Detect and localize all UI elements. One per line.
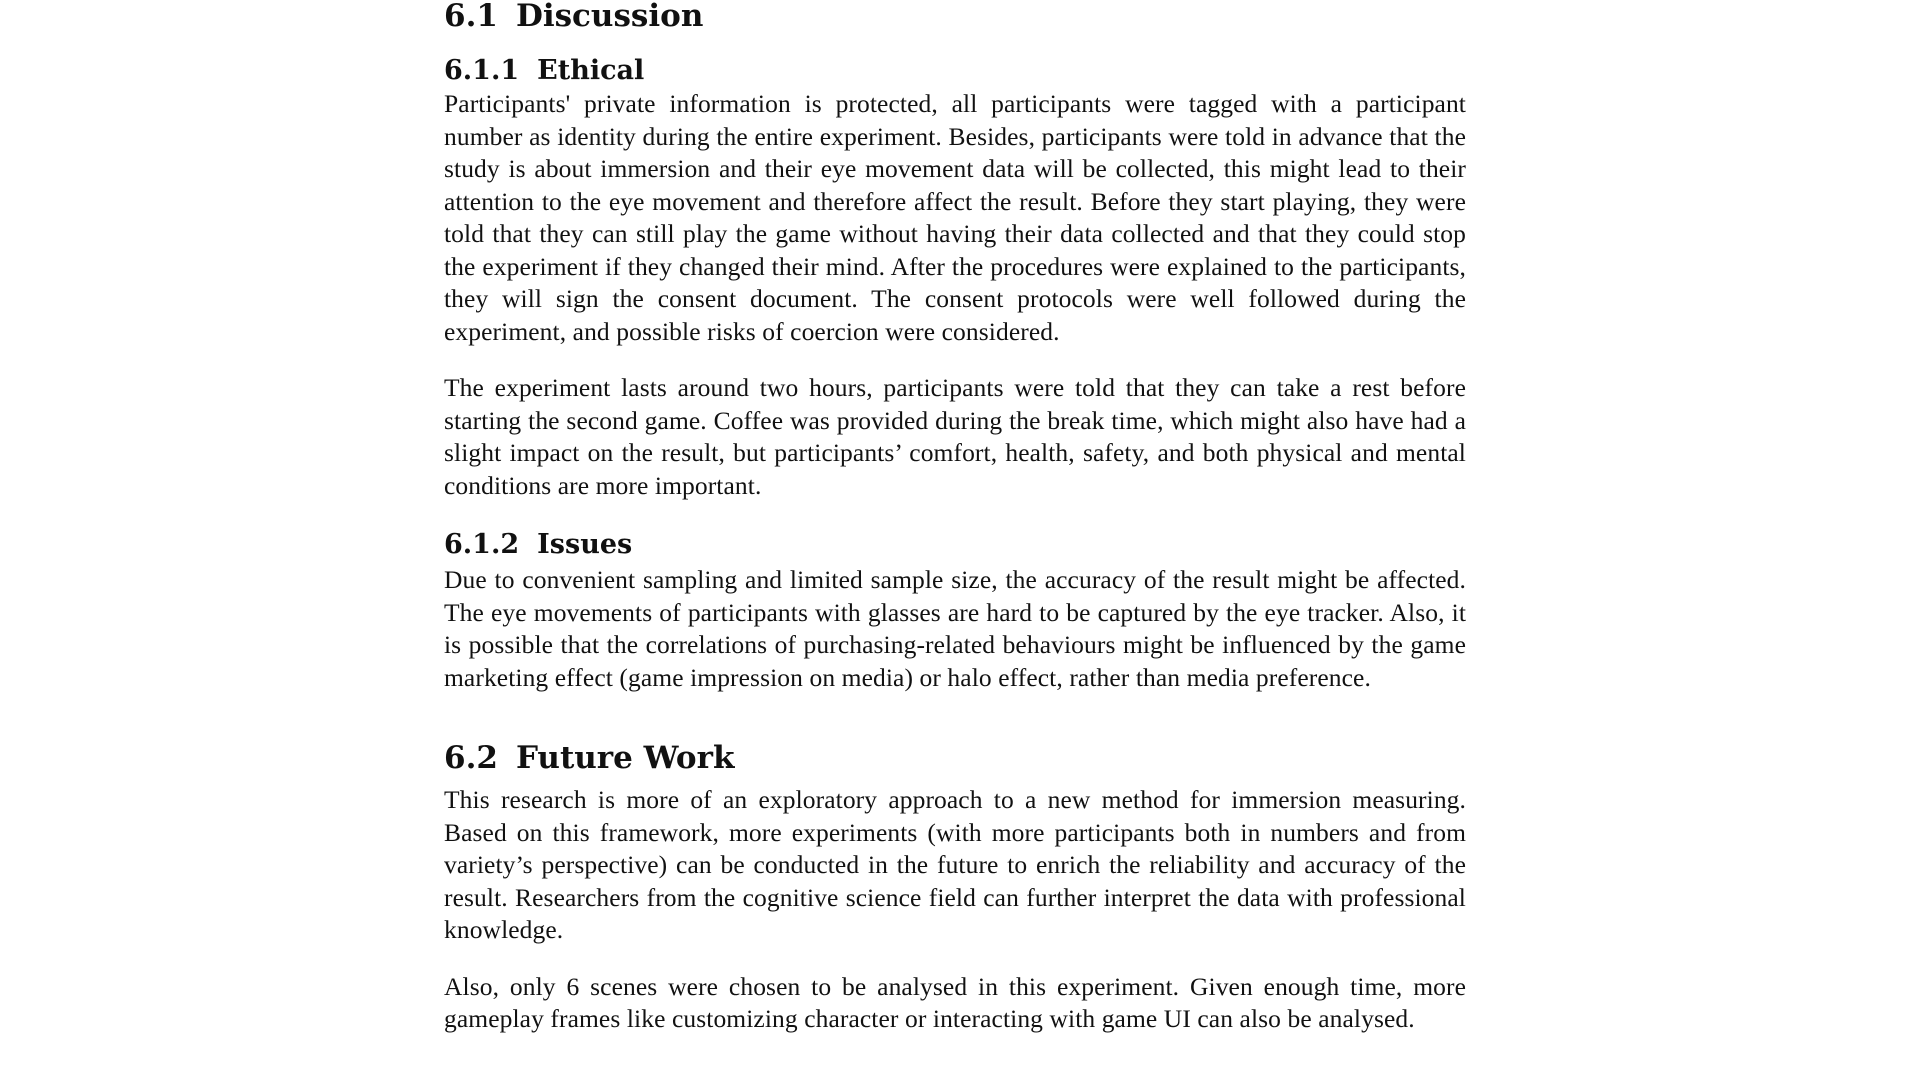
subsection-title: Issues <box>537 529 633 560</box>
subsection-title: Ethical <box>537 55 645 86</box>
section-title: Future Work <box>515 740 735 776</box>
subsection-heading-issues <box>444 528 1466 562</box>
subsection-heading-ethical <box>444 54 1466 88</box>
subsection-number: 6.1.1 <box>444 55 520 86</box>
paragraph-future-framework: This research is more of an exploratory approach to a new method for immersion measuring. Based on this framework, more experiments (with more participants both in numbers and from variety’s perspective) can be conducted in the future to enrich the reliability and accuracy of the result. Researchers from the cognitive science field can further interpret the data with professional knowledge. <box>444 785 1466 944</box>
paragraph-ethical-duration: The experiment lasts around two hours, participants were told that they can take a rest before starting the second game. Coffee was provided during the break time, which might also have had a slight impact on the result, but participants’ comfort, health, safety, and both physical and mental conditions are more important. <box>444 373 1466 500</box>
section-number: 6.1 <box>444 0 498 34</box>
paragraph-issues: Due to convenient sampling and limited sample size, the accuracy of the result might be affected. The eye movements of participants with glasses are hard to be captured by the eye tracker. Also, it is possible that the correlations of purchasing-related behaviours might be influenced by the game marketing effect (game impression on media) or halo effect, rather than media preference. <box>444 565 1466 692</box>
section-heading-future-work <box>444 738 1466 778</box>
document-page <box>444 0 1466 1036</box>
paragraph-ethical-privacy: Participants' private information is protected, all participants were tagged with a participant number as identity during the entire experiment. Besides, participants were told in advance that the study is about immersion and their eye movement data will be collected, this might lead to their attention to the eye movement and therefore affect the result. Before they start playing, they were told that they can still play the game without having their data collected and that they could stop the experiment if they changed their mind. After the procedures were explained to the participants, they will sign the consent document. The consent protocols were well followed during the experiment, and possible risks of coercion were considered. <box>444 89 1466 346</box>
section-title: Discussion <box>515 0 704 34</box>
paragraph-future-scenes: Also, only 6 scenes were chosen to be analysed in this experiment. Given enough time, more gameplay frames like customizing character or interacting with game UI can also be analysed. <box>444 971 1466 1033</box>
section-heading-discussion <box>444 0 1466 36</box>
subsection-number: 6.1.2 <box>444 529 520 560</box>
section-number: 6.2 <box>444 740 498 776</box>
